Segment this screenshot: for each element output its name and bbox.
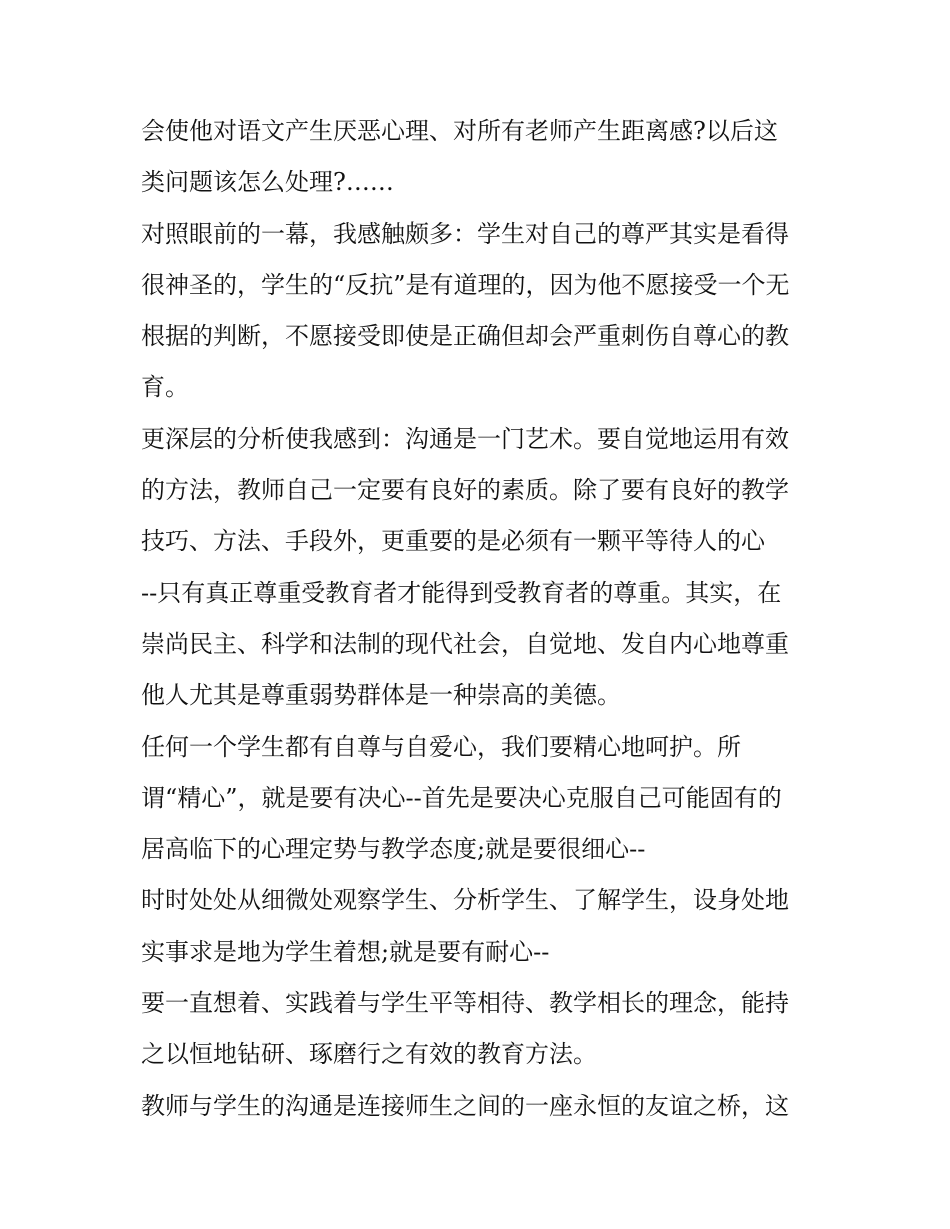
text-line: 很神圣的，学生的“反抗”是有道理的，因为他不愿接受一个无 [141,270,790,299]
text-line: 要一直想着、实践着与学生平等相待、教学相长的理念，能持 [141,989,789,1018]
text-line: 崇尚民主、科学和法制的现代社会，自觉地、发自内心地尊重 [141,629,789,658]
text-line: --只有真正尊重受教育者才能得到受教育者的尊重。其实，在 [141,578,782,607]
text-line: 类问题该怎么处理?…… [141,168,394,197]
text-line: 任何一个学生都有自尊与自爱心，我们要精心地呵护。所 [141,732,741,761]
text-line: 实事求是地为学生着想;就是要有耐心-- [141,937,550,966]
text-line: 更深层的分析使我感到：沟通是一门艺术。要自觉地运用有效 [141,424,789,453]
text-line: 他人尤其是尊重弱势群体是一种崇高的美德。 [141,681,621,710]
text-line: 育。 [141,373,189,402]
text-line: 会使他对语文产生厌恶心理、对所有老师产生距离感?以后这 [141,117,778,145]
text-line: 谓“精心”，就是要有决心--首先是要决心克服自己可能固有的 [141,783,782,812]
text-line: 居高临下的心理定势与教学态度;就是要很细心-- [141,835,646,864]
text-line: 的方法，教师自己一定要有良好的素质。除了要有良好的教学 [141,476,789,505]
text-line: 技巧、方法、手段外，更重要的是必须有一颗平等待人的心 [141,527,765,556]
text-line: 根据的判断，不愿接受即使是正确但却会严重刺伤自尊心的教 [141,322,789,351]
text-line: 教师与学生的沟通是连接师生之间的一座永恒的友谊之桥，这 [141,1091,789,1120]
text-line: 之以恒地钻研、琢磨行之有效的教育方法。 [141,1040,597,1069]
text-line: 对照眼前的一幕，我感触颇多：学生对自己的尊严其实是看得 [141,219,789,248]
body-text [141,106,821,1132]
text-line: 时时处处从细微处观察学生、分析学生、了解学生，设身处地 [141,886,789,915]
